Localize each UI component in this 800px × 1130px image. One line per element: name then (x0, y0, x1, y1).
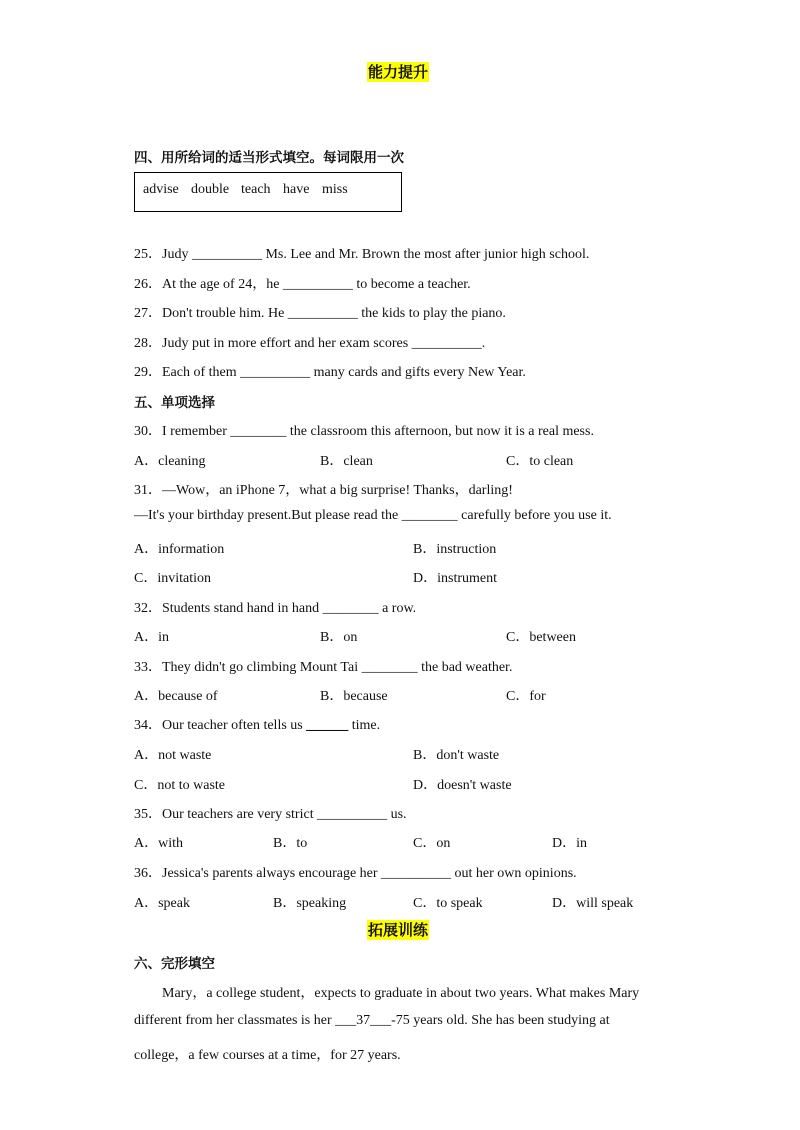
question-31: 31．—Wow，an iPhone 7，what a big surprise! Thanks，darling! (134, 483, 513, 498)
cloze-blank-37: ___37___ (335, 1013, 392, 1028)
option-30-c: C．to clean (506, 454, 574, 469)
question-27: 27．Don't trouble him. He __________ the kids to play the piano. (134, 306, 506, 321)
option-34-d: D．doesn't waste (413, 778, 512, 793)
question-26: 26．At the age of 24，he __________ to become a teacher. (134, 277, 471, 292)
word-bank-item: advise (143, 182, 179, 197)
question-29: 29．Each of them __________ many cards and gifts every New Year. (134, 365, 526, 380)
section-5-heading: 五、单项选择 (134, 395, 215, 411)
word-bank-item: double (191, 182, 230, 197)
question-34-text-a: 34．Our teacher often tells us (134, 718, 307, 733)
option-34-b: B．don't waste (413, 748, 500, 763)
option-32-b: B．on (320, 630, 358, 645)
option-35-b: B．to (273, 836, 308, 851)
option-34-c: C．not to waste (134, 778, 225, 793)
option-36-a: A．speak (134, 896, 190, 911)
option-36-c: C．to speak (413, 896, 483, 911)
question-33: 33．They didn't go climbing Mount Tai ________ the bad weather. (134, 660, 513, 675)
option-36-b: B．speaking (273, 896, 347, 911)
cloze-paragraph-line-3: college，a few courses at a time，for 27 years. (134, 1048, 401, 1063)
question-36: 36．Jessica's parents always encourage her __________ out her own opinions. (134, 866, 577, 881)
word-bank-item: miss (322, 182, 348, 197)
option-32-c: C．between (506, 630, 576, 645)
question-34-text-b: time. (348, 718, 381, 733)
option-31-c: C．invitation (134, 571, 211, 586)
question-28: 28．Judy put in more effort and her exam scores __________. (134, 336, 486, 351)
option-35-a: A．with (134, 836, 183, 851)
question-34-blank: ______ (306, 718, 349, 733)
option-33-c: C．for (506, 689, 546, 704)
option-35-d: D．in (552, 836, 587, 851)
option-35-c: C．on (413, 836, 451, 851)
option-30-b: B．clean (320, 454, 373, 469)
option-31-b: B．instruction (413, 542, 497, 557)
option-32-a: A．in (134, 630, 169, 645)
question-25: 25．Judy __________ Ms. Lee and Mr. Brown the most after junior high school. (134, 247, 590, 262)
section-title-ability: 能力提升 (368, 63, 429, 81)
option-31-a: A．information (134, 542, 225, 557)
word-bank-box (134, 172, 402, 212)
question-32: 32．Students stand hand in hand ________ a row. (134, 601, 417, 616)
option-33-b: B．because (320, 689, 388, 704)
section-title-extension: 拓展训练 (368, 921, 429, 939)
cloze-paragraph-line-1: Mary，a college student，expects to graduate in about two years. What makes Mary (162, 986, 640, 1001)
option-30-a: A．cleaning (134, 454, 206, 469)
option-36-d: D．will speak (552, 896, 634, 911)
cloze-text-b: -75 years old. She has been studying at (391, 1013, 610, 1028)
word-bank-item: have (283, 182, 310, 197)
option-34-a: A．not waste (134, 748, 212, 763)
question-30: 30．I remember ________ the classroom this afternoon, but now it is a real mess. (134, 424, 594, 439)
cloze-text-a: different from her classmates is her (134, 1013, 336, 1028)
section-6-heading: 六、完形填空 (134, 956, 215, 972)
cloze-paragraph-line-2 (134, 1013, 610, 1029)
option-33-a: A．because of (134, 689, 218, 704)
question-34 (134, 714, 380, 734)
word-bank-item: teach (241, 182, 271, 197)
question-35: 35．Our teachers are very strict __________ us. (134, 807, 407, 822)
question-31-reply: —It's your birthday present.But please read the ________ carefully before you use it. (134, 508, 612, 523)
section-4-heading: 四、用所给词的适当形式填空。每词限用一次 (134, 150, 404, 166)
option-31-d: D．instrument (413, 571, 497, 586)
